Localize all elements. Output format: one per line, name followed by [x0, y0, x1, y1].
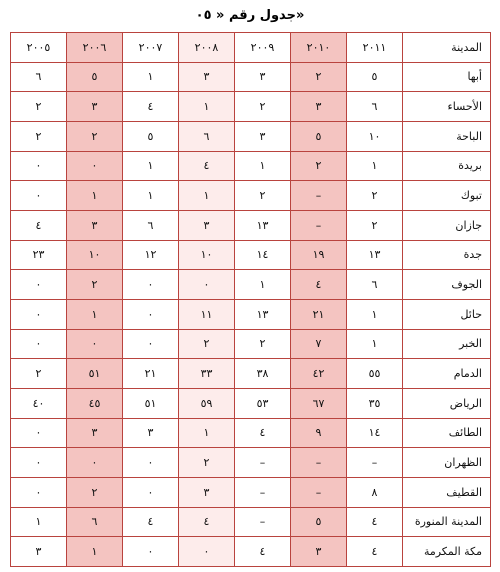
- value-cell: ١٩: [291, 240, 347, 270]
- header-year: ٢٠١١: [347, 33, 403, 63]
- value-cell: ٧: [291, 329, 347, 359]
- value-cell: ٣: [179, 477, 235, 507]
- table-row: [11, 329, 491, 359]
- header-year: ٢٠٠٨: [179, 33, 235, 63]
- value-cell: ٦: [67, 507, 123, 537]
- value-cell: ٤: [123, 92, 179, 122]
- value-cell: ١: [347, 151, 403, 181]
- header-year: ٢٠٠٦: [67, 33, 123, 63]
- table-row: [11, 477, 491, 507]
- value-cell: ١: [67, 181, 123, 211]
- value-cell: ٥٩: [179, 388, 235, 418]
- value-cell: ٢: [235, 181, 291, 211]
- value-cell: ٤٢: [291, 359, 347, 389]
- value-cell: ١: [123, 151, 179, 181]
- table-row: [11, 270, 491, 300]
- value-cell: ١٤: [347, 418, 403, 448]
- value-cell: ٥: [291, 507, 347, 537]
- value-cell: ٢: [67, 121, 123, 151]
- header-city: المدينة: [403, 33, 491, 63]
- city-cell: الأحساء: [403, 92, 491, 122]
- value-cell: ٣: [11, 537, 67, 567]
- value-cell: ٢: [179, 329, 235, 359]
- value-cell: ٤: [179, 151, 235, 181]
- value-cell: ٤: [11, 210, 67, 240]
- value-cell: ١٠: [179, 240, 235, 270]
- value-cell: ٢: [11, 121, 67, 151]
- city-cell: تبوك: [403, 181, 491, 211]
- value-cell: ٦: [347, 92, 403, 122]
- table-row: [11, 507, 491, 537]
- table-row: [11, 210, 491, 240]
- value-cell: ٤: [291, 270, 347, 300]
- header-year: ٢٠٠٥: [11, 33, 67, 63]
- value-cell: ١: [235, 151, 291, 181]
- value-cell: ١: [179, 92, 235, 122]
- value-cell: ١: [179, 418, 235, 448]
- value-cell: ٠: [123, 299, 179, 329]
- value-cell: ٣: [67, 418, 123, 448]
- value-cell: ١: [347, 329, 403, 359]
- city-cell: جدة: [403, 240, 491, 270]
- value-cell: ٥: [67, 62, 123, 92]
- value-cell: ٥: [123, 121, 179, 151]
- city-cell: بريدة: [403, 151, 491, 181]
- value-cell: ٠: [67, 151, 123, 181]
- value-cell: ٤: [347, 537, 403, 567]
- city-cell: الخبر: [403, 329, 491, 359]
- value-cell: ٠: [11, 299, 67, 329]
- value-cell: –: [235, 477, 291, 507]
- value-cell: ٦٧: [291, 388, 347, 418]
- city-cell: حائل: [403, 299, 491, 329]
- table-row: [11, 537, 491, 567]
- value-cell: ٢: [291, 151, 347, 181]
- value-cell: ٠: [11, 477, 67, 507]
- city-cell: الرياض: [403, 388, 491, 418]
- value-cell: ٢: [67, 477, 123, 507]
- value-cell: ٥٣: [235, 388, 291, 418]
- value-cell: ١١: [179, 299, 235, 329]
- value-cell: ٣: [291, 537, 347, 567]
- value-cell: ١: [235, 270, 291, 300]
- value-cell: ١٣: [347, 240, 403, 270]
- city-cell: الباحة: [403, 121, 491, 151]
- value-cell: ٥٥: [347, 359, 403, 389]
- value-cell: ٠: [11, 448, 67, 478]
- header-year: ٢٠١٠: [291, 33, 347, 63]
- value-cell: ١٣: [235, 299, 291, 329]
- value-cell: ٠: [123, 537, 179, 567]
- value-cell: ٢: [67, 270, 123, 300]
- value-cell: ١: [347, 299, 403, 329]
- value-cell: ٤٥: [67, 388, 123, 418]
- table-row: [11, 62, 491, 92]
- value-cell: ٣٣: [179, 359, 235, 389]
- value-cell: ٠: [67, 329, 123, 359]
- value-cell: –: [291, 210, 347, 240]
- value-cell: ٥: [291, 121, 347, 151]
- value-cell: ٠: [11, 151, 67, 181]
- value-cell: ٢: [11, 92, 67, 122]
- value-cell: –: [291, 477, 347, 507]
- value-cell: ٨: [347, 477, 403, 507]
- value-cell: ٢: [291, 62, 347, 92]
- value-cell: ١٤: [235, 240, 291, 270]
- city-cell: المدينة المنورة: [403, 507, 491, 537]
- value-cell: ١٠: [67, 240, 123, 270]
- value-cell: ٣: [67, 92, 123, 122]
- value-cell: ٢٣: [11, 240, 67, 270]
- table-row: [11, 92, 491, 122]
- value-cell: ١٠: [347, 121, 403, 151]
- value-cell: ٣: [291, 92, 347, 122]
- value-cell: –: [347, 448, 403, 478]
- table-row: [11, 299, 491, 329]
- value-cell: ٤: [235, 418, 291, 448]
- header-year: ٢٠٠٩: [235, 33, 291, 63]
- value-cell: ٣٥: [347, 388, 403, 418]
- value-cell: ١: [123, 181, 179, 211]
- value-cell: ٤: [347, 507, 403, 537]
- table-row: [11, 359, 491, 389]
- value-cell: ٣٨: [235, 359, 291, 389]
- value-cell: ٦: [123, 210, 179, 240]
- value-cell: ٣: [235, 62, 291, 92]
- value-cell: ٥١: [123, 388, 179, 418]
- value-cell: ٠: [11, 181, 67, 211]
- value-cell: ١: [67, 299, 123, 329]
- value-cell: ٣: [123, 418, 179, 448]
- data-table: [10, 32, 491, 567]
- value-cell: ٠: [123, 477, 179, 507]
- city-cell: الظهران: [403, 448, 491, 478]
- table-header-row: [11, 33, 491, 63]
- city-cell: مكة المكرمة: [403, 537, 491, 567]
- table-row: [11, 448, 491, 478]
- table-row: [11, 418, 491, 448]
- value-cell: ٤: [235, 537, 291, 567]
- value-cell: –: [291, 448, 347, 478]
- value-cell: ٠: [179, 270, 235, 300]
- value-cell: ١: [67, 537, 123, 567]
- table-caption: جدول رقم « ٠٥»: [195, 8, 305, 23]
- table-row: [11, 240, 491, 270]
- table-row: [11, 151, 491, 181]
- table-row: [11, 388, 491, 418]
- table-row: [11, 121, 491, 151]
- value-cell: ٥: [347, 62, 403, 92]
- city-cell: الطائف: [403, 418, 491, 448]
- value-cell: ٢: [235, 329, 291, 359]
- value-cell: ١: [179, 181, 235, 211]
- value-cell: –: [235, 448, 291, 478]
- value-cell: ٢١: [123, 359, 179, 389]
- value-cell: ٠: [67, 448, 123, 478]
- value-cell: ٣: [67, 210, 123, 240]
- city-cell: أبها: [403, 62, 491, 92]
- value-cell: ٠: [179, 537, 235, 567]
- value-cell: ٠: [123, 329, 179, 359]
- city-cell: جازان: [403, 210, 491, 240]
- city-cell: الدمام: [403, 359, 491, 389]
- city-cell: الجوف: [403, 270, 491, 300]
- value-cell: ٢: [347, 181, 403, 211]
- value-cell: ٢: [347, 210, 403, 240]
- value-cell: ٣: [179, 62, 235, 92]
- value-cell: ٦: [347, 270, 403, 300]
- value-cell: ٩: [291, 418, 347, 448]
- header-year: ٢٠٠٧: [123, 33, 179, 63]
- value-cell: ٠: [11, 418, 67, 448]
- value-cell: ١: [123, 62, 179, 92]
- value-cell: ١٣: [235, 210, 291, 240]
- value-cell: ٢١: [291, 299, 347, 329]
- value-cell: ٥١: [67, 359, 123, 389]
- value-cell: ٢: [179, 448, 235, 478]
- value-cell: ١٢: [123, 240, 179, 270]
- value-cell: ٤: [123, 507, 179, 537]
- value-cell: ٠: [123, 270, 179, 300]
- value-cell: ٤: [179, 507, 235, 537]
- value-cell: ٢: [235, 92, 291, 122]
- value-cell: ٣: [179, 210, 235, 240]
- value-cell: ٠: [123, 448, 179, 478]
- value-cell: ٠: [11, 270, 67, 300]
- value-cell: ٦: [11, 62, 67, 92]
- value-cell: ١: [11, 507, 67, 537]
- value-cell: –: [291, 181, 347, 211]
- value-cell: ٣: [235, 121, 291, 151]
- table-row: [11, 181, 491, 211]
- value-cell: ٦: [179, 121, 235, 151]
- value-cell: –: [235, 507, 291, 537]
- value-cell: ٤٠: [11, 388, 67, 418]
- value-cell: ٢: [11, 359, 67, 389]
- value-cell: ٠: [11, 329, 67, 359]
- city-cell: القطيف: [403, 477, 491, 507]
